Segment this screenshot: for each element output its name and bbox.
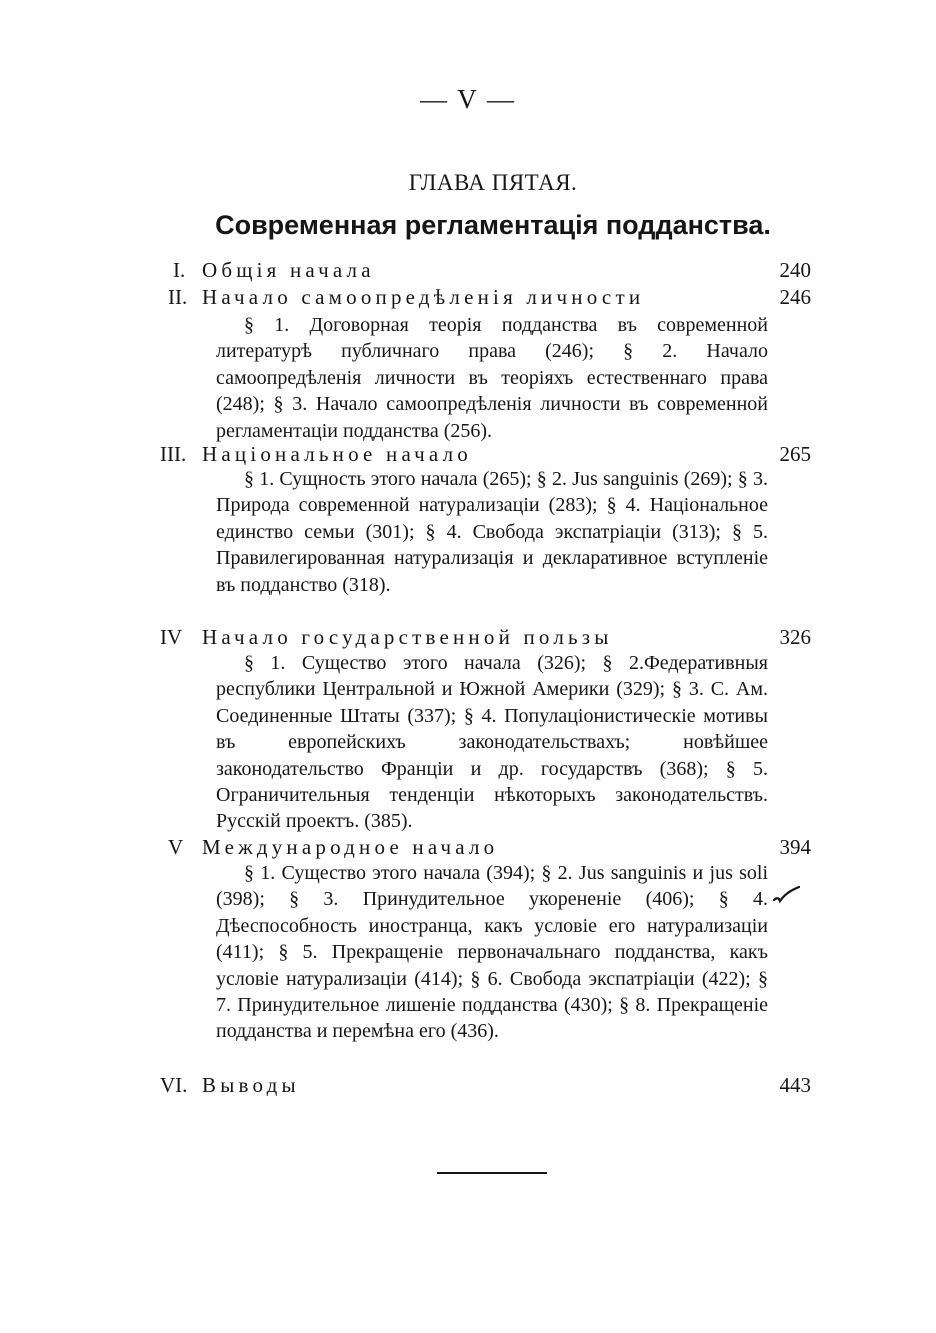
entry-title: Международное начало	[202, 835, 499, 859]
entry-page: 246	[779, 285, 811, 309]
entry-page: 326	[779, 625, 811, 649]
end-rule	[437, 1172, 547, 1174]
toc-entry-1[interactable]	[160, 256, 811, 284]
toc-entry-4[interactable]	[160, 623, 811, 651]
page-number: — V —	[419, 84, 517, 114]
entry-roman: I.	[173, 258, 186, 282]
entry-roman: V	[168, 835, 184, 859]
toc-entry-2[interactable]	[160, 283, 811, 311]
entry-page: 265	[779, 442, 811, 466]
entry-title: Національное начало	[202, 442, 472, 466]
toc-entry-3[interactable]	[160, 440, 811, 468]
entry-title: Общія начала	[202, 258, 375, 282]
entry-title: Выводы	[202, 1073, 300, 1097]
toc-entry-5[interactable]	[160, 833, 811, 861]
entry-roman: III.	[160, 442, 187, 466]
entry-title: Начало государственной пользы	[202, 625, 613, 649]
entry-title: Начало самоопредѣленія личности	[202, 285, 645, 309]
entry-page: 240	[779, 258, 811, 282]
entry-roman: II.	[168, 285, 188, 309]
entry-page: 394	[779, 835, 811, 859]
chapter-label: ГЛАВА ПЯТАЯ.	[408, 170, 578, 195]
entry-description: § 1. Договорная теорія подданства въ современной литературѣ публичнаго права (246); § 2. Начало самоопредѣленія личности въ теоріяхъ естественнаго права (248); § 3. Начало самоопредѣленія личности въ современной регламентаціи подданства (256).	[216, 314, 768, 442]
entry-description: § 1. Сущность этого начала (265); § 2. Jus sanguinis (269); § 3. Природа современной натурализаціи (283); § 4. Національное единство семьи (301); § 4. Свобода экспатріаціи (313); § 5. Правилегированная натурализація и декларативное вступленіе въ подданство (318).	[216, 468, 768, 596]
entry-page: 443	[779, 1073, 811, 1097]
chapter-title: Современная регламентація подданства.	[215, 210, 771, 240]
entry-roman: IV	[160, 625, 183, 649]
checkmark-icon	[772, 884, 802, 906]
entry-roman: VI.	[160, 1073, 188, 1097]
entry-description: § 1. Существо этого начала (394); § 2. Jus sanguinis и jus soli (398); § 3. Принудительное укорененіе (406); § 4. Дѣеспособность иностранца, какъ условіе его натурализаціи (411); § 5. Прекращеніе первоначальнаго подданства, какъ условіе натурализаціи (414); § 6. Свобода экспатріаціи (422); § 7. Принудительное лишеніе подданства (430); § 8. Прекращеніе подданства и перемѣна его (436).	[216, 862, 768, 1043]
toc-entry-6[interactable]	[160, 1071, 811, 1099]
entry-description: § 1. Существо этого начала (326); § 2.Федеративныя республики Центральной и Южной Америки (329); § 3. С. Ам. Соединенные Штаты (337); § 4. Популаціонистическіе мотивы въ европейскихъ законодательствахъ; новѣйшее законодательство Франціи и др. государствъ (368); § 5. Ограничительныя тенденціи нѣкоторыхъ законодательствъ. Русскій проектъ. (385).	[216, 652, 768, 833]
